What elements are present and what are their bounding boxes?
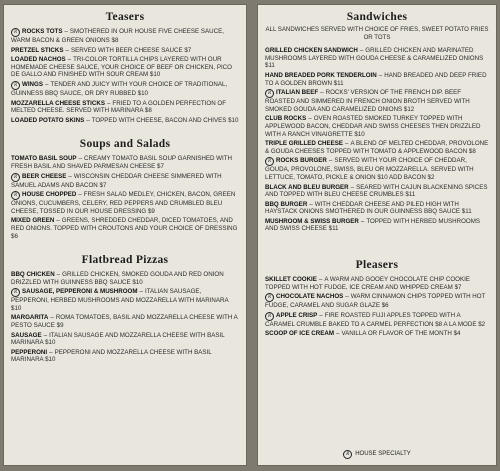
menu-item: [265, 184, 489, 199]
dash-separator: –: [78, 191, 82, 199]
menu-item-price: $10: [132, 278, 143, 286]
menu-item-price: $11: [461, 208, 472, 216]
dash-separator: –: [49, 348, 53, 356]
menu-item-description: HAND BREADED AND DEEP FRIED TO A GOLDEN BROWN: [265, 71, 487, 87]
house-specialty-icon: R: [11, 81, 20, 90]
menu-item: [265, 47, 489, 70]
dash-separator: –: [56, 271, 61, 279]
menu-item-price: $10: [137, 89, 148, 97]
menu-item-name: SAUSAGE: [11, 331, 42, 339]
menu-item: [265, 115, 489, 138]
menu-item-price: $7: [454, 283, 462, 291]
menu-item-name: CLUB ROCKS: [265, 115, 307, 123]
menu-item-name: BLACK AND BLEU BURGER: [265, 183, 349, 191]
menu-item-price: $7: [157, 162, 164, 170]
menu-item: [11, 217, 239, 240]
menu-item-name: APPLE CRISP: [276, 311, 318, 319]
menu-item: [11, 271, 239, 286]
house-specialty-icon: R: [265, 89, 274, 98]
menu-item-description: FRESH SALAD MEDLEY, CHICKEN, BACON, GREEN ONIONS, CUCUMBERS, CELERY, RED PEPPERS AND CRUMBLED BLEU CHEESE, TOSSED IN OUR HOUSE DRESSING: [11, 191, 236, 215]
menu-item-description: SERVED WITH YOUR CHOICE OF CHEDDAR, GOUDA, PROVOLONE, SWISS, BLEU OR MOZZARELLA. SERVED WITH LETTUCE, TOMATO, PICKLE & ONION $10 ADD BACON: [265, 157, 474, 181]
menu-item-price: $9: [56, 322, 64, 330]
menu-item-description: GREENS, SHREDDED CHEDDAR, DICED TOMATOES, AND RED ONIONS. TOPPED WITH CROUTONS AND YOUR CHOICE OF DRESSING: [11, 217, 238, 232]
house-specialty-icon: R: [343, 450, 352, 459]
menu-item: [265, 140, 489, 155]
menu-item-description: SMOTHERED IN OUR HOUSE FIVE CHEESE SAUCE, WARM BACON & GREEN ONIONS: [11, 28, 224, 44]
menu-item-description: ROMA TOMATOES, BASIL AND MOZZARELLA CHEESE WITH A PESTO SAUCE: [11, 314, 238, 330]
section-title-soups-and-salads: Soups and Salads: [79, 138, 171, 151]
menu-item-name: MOZZARELLA CHEESE STICKS: [11, 99, 105, 107]
menu-item-description: FIRE ROASTED FUJI APPLES TOPPED WITH A CARAMEL CRUMBLE BAKED TO A CARMEL PERFECTION $8 A LA MODE: [265, 311, 477, 328]
menu-item-name: BBQ BURGER: [265, 200, 308, 208]
menu-item-name: PEPPERONI: [11, 348, 48, 356]
section-title-sandwiches: Sandwiches: [346, 11, 408, 23]
menu-item-name: BEER CHEESE: [22, 172, 67, 180]
right-menu-panel: [257, 4, 497, 466]
menu-item-description: GRILLED CHICKEN, SMOKED GOUDA AND RED ONION DRIZZLED WITH GUINNESS BBQ SAUCE: [11, 271, 224, 286]
dash-separator: –: [336, 330, 340, 338]
section-spacer: [11, 126, 239, 136]
menu-item-description: CREAMY TOMATO BASIL SOUP GARNISHED WITH FRESH BASIL AND SHAVED PARMESAN CHEESE: [11, 155, 232, 170]
menu-item: [265, 89, 489, 113]
menu-item: [11, 117, 239, 125]
menu-item-price: $10: [228, 116, 239, 124]
house-specialty-icon: R: [265, 312, 274, 321]
menu-item: [265, 312, 489, 329]
menu-item-price: $9: [147, 207, 155, 215]
house-specialty-icon: R: [11, 191, 20, 200]
section-title-pleasers: Pleasers: [355, 259, 399, 272]
menu-item-name: SKILLET COOKIE: [265, 276, 317, 284]
menu-item-description: VANILLA OR FLAVOR OF THE MONTH: [341, 330, 452, 338]
menu-item-description: ROCKS' VERSION OF THE FRENCH DIP. BEEF ROASTED AND SIMMERED IN FRENCH ONION BROTH SERVED WITH SMOKED GOUDA AND CARAMELIZED ONIONS: [265, 89, 470, 113]
menu-item: [265, 218, 489, 233]
menu-item-price: $10: [149, 71, 161, 79]
menu-item-price: $8: [144, 107, 152, 115]
menu-item-price: $11: [405, 191, 416, 199]
menu-item-price: $6: [381, 302, 389, 310]
menu-item-price: $10: [354, 130, 365, 138]
dash-separator: –: [308, 115, 312, 123]
dash-separator: –: [65, 46, 69, 54]
menu-item-price: $10: [45, 339, 56, 347]
menu-item-name: BBQ CHICKEN: [11, 271, 55, 279]
menu-item: [11, 288, 239, 312]
menu-item-name: HOUSE CHOPPED: [22, 191, 77, 199]
menu-item-name: CHOCOLATE NACHOS: [276, 293, 344, 301]
menu-item-name: SCOOP OF ICE CREAM: [265, 330, 334, 338]
menu-item-name: LOADED POTATO SKINS: [11, 116, 85, 124]
menu-item: [11, 28, 239, 45]
dash-separator: –: [319, 311, 323, 319]
menu-item-price: $4: [453, 330, 461, 338]
menu-item: [11, 100, 239, 115]
house-specialty-icon: R: [265, 157, 274, 166]
legend-label: HOUSE SPECIALTY: [355, 451, 411, 457]
menu-item: [11, 332, 239, 347]
dash-separator: –: [64, 28, 68, 35]
section-intro: ALL SANDWICHES SERVED WITH CHOICE OF FRIES, SWEET POTATO FRIES OR TOTS: [265, 26, 489, 41]
menu-item-price: $8: [468, 147, 476, 155]
menu-item-name: HAND BREADED PORK TENDERLOIN: [265, 71, 377, 79]
menu-item-price: $11: [333, 79, 344, 87]
dash-separator: –: [345, 293, 349, 301]
menu-item-description: ITALIAN SAUSAGE AND MOZZARELLA CHEESE WITH BASIL MARINARA: [11, 331, 225, 347]
dash-separator: –: [318, 276, 323, 284]
menu-item: [11, 349, 239, 364]
section-title-teasers: Teasers: [105, 11, 145, 23]
menu-item: [11, 47, 239, 55]
left-menu-panel: [3, 4, 247, 466]
menu-item-price: $12: [403, 105, 415, 113]
menu-item-price: $11: [328, 225, 339, 233]
section-title-flatbread-pizzas: Flatbread Pizzas: [81, 254, 169, 267]
menu-item-name: MIXED GREEN: [11, 217, 55, 225]
menu-item-name: MARGARITA: [11, 314, 49, 322]
dash-separator: –: [86, 116, 90, 124]
menu-item-description: TOPPED WITH HERBED MUSHROOMS AND SWISS CHEESE: [265, 217, 480, 233]
menu-item-description: SEARED WITH CAJUN BLACKENING SPICES AND TOPPED WITH BLEU CHEESE CRUMBLES: [265, 183, 488, 199]
menu-item-name: WINGS: [22, 80, 43, 88]
dash-separator: –: [378, 71, 383, 79]
dash-separator: –: [328, 157, 333, 165]
menu-item-name: PRETZEL STICKS: [11, 46, 64, 54]
menu-item-name: GRILLED CHICKEN SANDWICH: [265, 47, 358, 55]
menu-item: [265, 330, 489, 338]
menu-item-description: WISCONSIN CHEDDAR CHEESE SIMMERED WITH SAMUEL ADAMS AND BACON: [11, 172, 222, 189]
menu-item-price: $8: [111, 37, 119, 44]
dash-separator: –: [360, 217, 365, 225]
menu-item-description: TOPPED WITH CHEESE, BACON AND CHIVES: [91, 116, 227, 124]
menu-item-description: TRI-COLOR TORTILLA CHIPS LAYERED WITH OUR HOMEMADE CHEESE SAUCE, YOUR CHOICE OF BEEF OR CHICKEN, PICO DE GALLO AND FINISHED WITH SOUR CREAM: [11, 56, 232, 79]
menu-item-description: OVEN ROASTED SMOKED TURKEY TOPPED WITH APPLEWOOD BACON, CHEDDAR AND SWISS CHEESES THEN DRIZZLED WITH A RANCH VINAIGRETTE: [265, 115, 481, 138]
menu-item-price: $2: [427, 173, 435, 181]
menu-item: [11, 191, 239, 215]
dash-separator: –: [106, 99, 111, 107]
menu-item-name: MUSHROOM & SWISS BURGER: [265, 217, 359, 225]
menu-item: [265, 293, 489, 310]
dash-separator: –: [44, 80, 49, 88]
dash-separator: –: [345, 140, 349, 148]
menu-item-description: SERVED WITH BEER CHEESE SAUCE: [70, 46, 183, 54]
menu-item-price: $6: [11, 232, 18, 240]
house-specialty-icon: R: [265, 293, 274, 302]
house-specialty-icon: R: [11, 28, 20, 37]
menu-item-name: TOMATO BASIL SOUP: [11, 155, 77, 163]
menu-item-description: A WARM AND GOOEY CHOCOLATE CHIP COOKIE TOPPED WITH HOT FUDGE, ICE CREAM AND WHIPPED CREAM: [265, 276, 470, 291]
menu-item-name: LOADED NACHOS: [11, 56, 66, 64]
menu-item: [265, 157, 489, 181]
menu-item: [11, 155, 239, 170]
menu-item: [11, 81, 239, 98]
dash-separator: –: [78, 155, 83, 163]
house-specialty-icon: R: [11, 173, 20, 182]
menu-item: [265, 276, 489, 291]
menu-item-name: ROCKS BURGER: [276, 157, 327, 165]
menu-item-price: $7: [99, 181, 107, 189]
menu-item-price: $7: [184, 46, 192, 54]
dash-separator: –: [320, 89, 324, 97]
dash-separator: –: [50, 314, 54, 322]
dash-separator: –: [359, 47, 364, 55]
dash-separator: –: [43, 331, 48, 339]
menu-item: [265, 72, 489, 87]
dash-separator: –: [67, 56, 72, 64]
section-spacer: [11, 242, 239, 252]
menu-item-description: WITH CHEDDAR CHEESE AND PILED HIGH WITH HAYSTACK ONIONS SMOTHERED IN OUR GUINNESS BBQ SAUCE: [265, 200, 461, 216]
house-specialty-icon: R: [11, 288, 20, 297]
dash-separator: –: [139, 288, 143, 296]
menu-item-description: TENDER AND JUICY WITH YOUR CHOICE OF TRADITIONAL, GUINNESS BBQ SAUCE, OR DRY RUBBED: [11, 80, 228, 97]
menu-item-name: ROCKS TOTS: [22, 28, 63, 35]
dash-separator: –: [350, 183, 355, 191]
menu-item-name: TRIPLE GRILLED CHEESE: [265, 140, 344, 148]
menu-item-description: PEPPERONI AND MOZZARELLA CHEESE WITH BASIL MARINARA: [11, 348, 212, 364]
dash-separator: –: [309, 200, 313, 208]
menu-item-name: ITALIAN BEEF: [276, 89, 319, 97]
menu-item-description: ITALIAN SAUSAGE, PEPPERONI, HERBED MUSHROOMS AND MOZZARELLA WITH MARINARA: [11, 288, 229, 305]
menu-item-price: $10: [11, 304, 22, 312]
menu-item-price: $10: [45, 356, 56, 364]
menu-item-description: FRIED TO A GOLDEN PERFECTION OF MELTED CHEESE. SERVED WITH MARINARA: [11, 99, 226, 115]
menu-item: [11, 56, 239, 79]
menu-item: [265, 201, 489, 216]
menu-item: [11, 314, 239, 329]
menu-item-description: A BLEND OF MELTED CHEDDAR, PROVOLONE & GOUDA CHEESES TOPPED WITH TOMATO & APPLEWOOD BACON: [265, 140, 489, 155]
house-specialty-legend: [258, 450, 496, 459]
dash-separator: –: [68, 172, 72, 180]
section-spacer: [265, 235, 489, 257]
menu-item-name: SAUSAGE, PEPPERONI & MUSHROOM: [22, 288, 138, 296]
menu-item: [11, 173, 239, 190]
menu-item-price: $11: [265, 62, 275, 70]
dash-separator: –: [56, 217, 60, 225]
menu-item-description: WARM CINNAMON CHIPS TOPPED WITH HOT FUDGE, CARAMEL AND SUGAR GLAZE: [265, 293, 486, 310]
menu-item-price: $2: [478, 320, 486, 328]
menu-item-description: GRILLED CHICKEN AND MARINATED MUSHROOMS LAYERED WITH GOUDA CHEESE & CARAMELIZED ONIONS: [265, 47, 484, 62]
